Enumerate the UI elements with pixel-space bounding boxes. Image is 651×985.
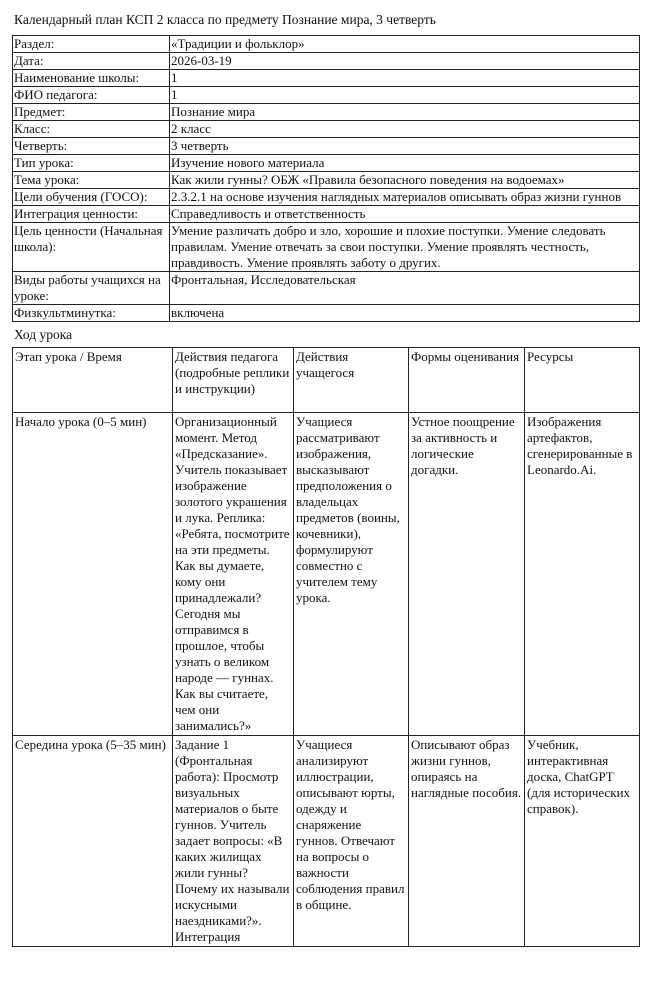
table-cell: Середина урока (5–35 мин)	[13, 736, 173, 947]
info-label: Тип урока:	[13, 155, 170, 172]
info-row	[13, 272, 640, 305]
info-label: Наименование школы:	[13, 70, 170, 87]
column-header: Этап урока / Время	[13, 348, 173, 413]
table-cell: Учащиеся анализируют иллюстрации, описывают юрты, одежду и снаряжение гуннов. Отвечают на вопросы о важности соблюдения правил в общине.	[294, 736, 409, 947]
table-cell: Организационный момент. Метод «Предсказание». Учитель показывает изображение золотого украшения и лука. Реплика: «Ребята, посмотрите на эти предметы. Как вы думаете, кому они принадлежали? Сегодня мы отправимся в прошлое, чтобы узнать о великом народе — гуннах. Как вы считаете, чем они занимались?»	[173, 413, 294, 736]
info-row	[13, 305, 640, 322]
info-value: 3 четверть	[170, 138, 640, 155]
info-value: Как жили гунны? ОБЖ «Правила безопасного поведения на водоемах»	[170, 172, 640, 189]
table-cell: Задание 1 (Фронтальная работа): Просмотр визуальных материалов о быте гуннов. Учитель задает вопросы: «В каких жилищах жили гунны? Почему их называли искусными наездниками?». Интеграция	[173, 736, 294, 947]
table-cell: Начало урока (0–5 мин)	[13, 413, 173, 736]
document-title: Календарный план КСП 2 класса по предмету Познание мира, 3 четверть	[14, 12, 436, 27]
info-value: 2.3.2.1 на основе изучения наглядных материалов описывать образ жизни гуннов	[170, 189, 640, 206]
info-value: Справедливость и ответственность	[170, 206, 640, 223]
info-label: Физкультминутка:	[13, 305, 170, 322]
lesson-flow-header-row	[13, 348, 640, 413]
info-value: включена	[170, 305, 640, 322]
table-cell: Устное поощрение за активность и логические догадки.	[409, 413, 525, 736]
info-row	[13, 104, 640, 121]
info-row	[13, 121, 640, 138]
info-value: Изучение нового материала	[170, 155, 640, 172]
info-value: «Традиции и фольклор»	[170, 36, 640, 53]
info-value: Умение различать добро и зло, хорошие и плохие поступки. Умение следовать правилам. Умение отвечать за свои поступки. Умение проявлять честность, правдивость. Умение проявлять заботу о других.	[170, 223, 640, 272]
table-cell: Изображения артефактов, сгенерированные в Leonardo.Ai.	[525, 413, 640, 736]
info-row	[13, 172, 640, 189]
info-label: ФИО педагога:	[13, 87, 170, 104]
info-row	[13, 138, 640, 155]
table-cell: Учебник, интерактивная доска, ChatGPT (для исторических справок).	[525, 736, 640, 947]
column-header: Действия учащегося	[294, 348, 409, 413]
info-row	[13, 87, 640, 104]
info-label: Класс:	[13, 121, 170, 138]
info-row	[13, 36, 640, 53]
info-row	[13, 223, 640, 272]
info-row	[13, 206, 640, 223]
info-label: Раздел:	[13, 36, 170, 53]
info-row	[13, 155, 640, 172]
info-label: Предмет:	[13, 104, 170, 121]
info-label: Цели обучения (ГОСО):	[13, 189, 170, 206]
lesson-flow-table	[12, 347, 640, 947]
info-label: Цель ценности (Начальная школа):	[13, 223, 170, 272]
info-value: 1	[170, 87, 640, 104]
lesson-info-table	[12, 35, 640, 322]
info-value: Фронтальная, Исследовательская	[170, 272, 640, 305]
column-header: Формы оценивания	[409, 348, 525, 413]
lesson-stage-row	[13, 736, 640, 947]
info-label: Интеграция ценности:	[13, 206, 170, 223]
info-label: Четверть:	[13, 138, 170, 155]
lesson-flow-heading: Ход урока	[14, 327, 73, 342]
info-row	[13, 189, 640, 206]
info-value: 1	[170, 70, 640, 87]
table-cell: Учащиеся рассматривают изображения, высказывают предположения о владельцах предметов (воины, кочевники), формулируют совместно с учителем тему урока.	[294, 413, 409, 736]
table-cell: Описывают образ жизни гуннов, опираясь на наглядные пособия.	[409, 736, 525, 947]
column-header: Ресурсы	[525, 348, 640, 413]
lesson-stage-row	[13, 413, 640, 736]
column-header: Действия педагога (подробные реплики и инструкции)	[173, 348, 294, 413]
info-value: 2 класс	[170, 121, 640, 138]
info-label: Дата:	[13, 53, 170, 70]
info-label: Тема урока:	[13, 172, 170, 189]
info-value: Познание мира	[170, 104, 640, 121]
info-row	[13, 53, 640, 70]
info-label: Виды работы учащихся на уроке:	[13, 272, 170, 305]
info-value: 2026-03-19	[170, 53, 640, 70]
info-row	[13, 70, 640, 87]
